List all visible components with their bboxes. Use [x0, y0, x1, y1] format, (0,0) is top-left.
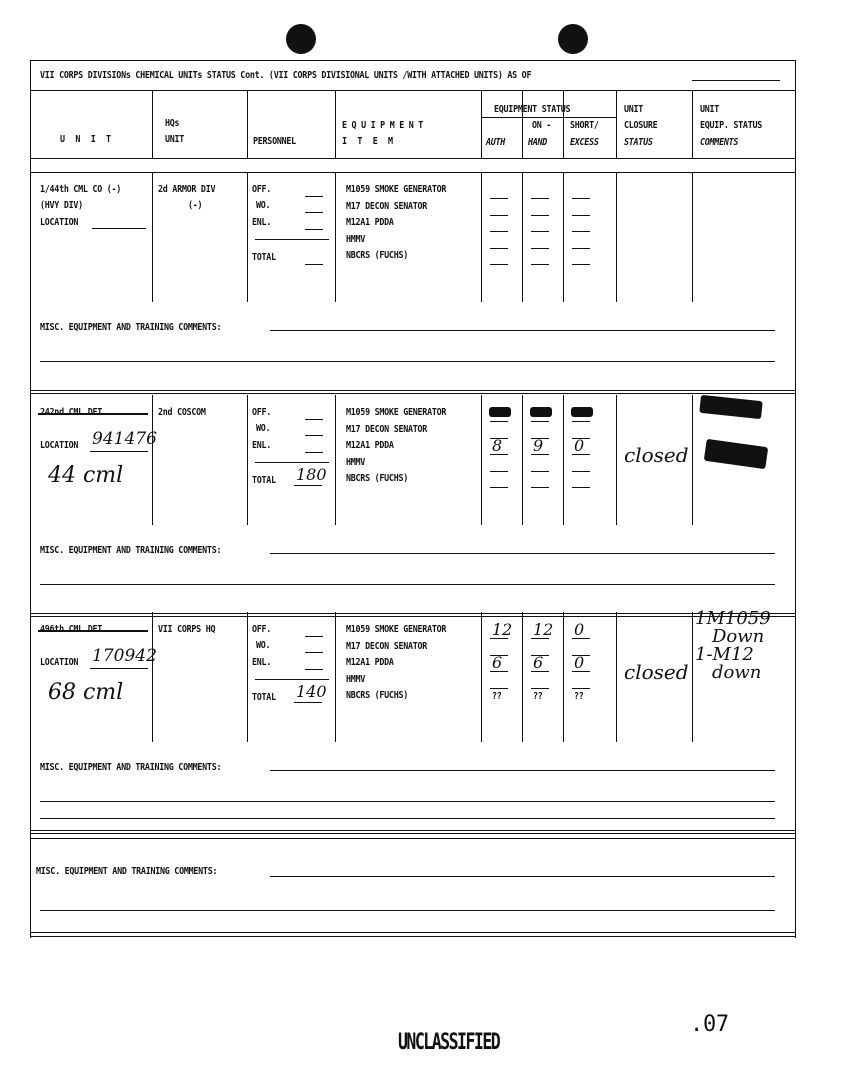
- closure-status: closed: [624, 660, 689, 684]
- auth-value: ??: [492, 691, 502, 702]
- value-line: [490, 198, 508, 199]
- value-line: [531, 264, 549, 265]
- value-line: [572, 454, 590, 455]
- equipment-item: M1059 SMOKE GENERATOR: [346, 624, 447, 635]
- equipment-item: HMMV: [346, 233, 366, 245]
- equip-status-comment: 1-M12: [695, 644, 754, 665]
- column-line: [335, 395, 336, 525]
- value-line: [490, 671, 508, 672]
- short-value: 0: [574, 436, 585, 455]
- column-line: [335, 90, 336, 158]
- column-line: [563, 395, 564, 525]
- personnel-blank: [305, 652, 323, 653]
- column-line: [522, 172, 523, 302]
- misc-comments-line: [270, 876, 775, 877]
- auth-value: 8: [492, 436, 503, 455]
- form-border-right: [795, 60, 796, 938]
- misc-comments-line: [40, 361, 775, 362]
- column-line: [481, 395, 482, 525]
- section-divider: [30, 393, 796, 394]
- form-border-bottom: [30, 932, 796, 933]
- equip-status-comment: 1M1059: [695, 608, 771, 629]
- header-equip-status: EQUIP. STATUS: [700, 120, 763, 131]
- column-line: [563, 172, 564, 302]
- handwritten-unit: 68 cml: [48, 680, 124, 705]
- column-line: [616, 90, 617, 158]
- header-unit-equip: UNIT: [700, 104, 720, 115]
- location-value: 941476: [92, 429, 157, 449]
- column-line: [481, 90, 482, 158]
- onhand-value: ??: [533, 691, 543, 702]
- rule-line: [90, 668, 148, 669]
- column-line: [692, 612, 693, 742]
- scribbled-comment: [699, 395, 763, 419]
- column-line: [247, 395, 248, 525]
- misc-comments-line: [40, 910, 775, 911]
- section-divider: [30, 613, 796, 614]
- misc-comments-line: [40, 801, 775, 802]
- unit-name: 242nd CML DET: [40, 407, 103, 418]
- value-line: [490, 471, 508, 472]
- location-label: LOCATION: [40, 217, 79, 228]
- value-line: [572, 264, 590, 265]
- equip-status-comment: Down: [712, 626, 765, 647]
- value-line: [572, 638, 590, 639]
- misc-comments-line: [40, 584, 775, 585]
- equipment-item: NBCRS (FUCHS): [346, 250, 409, 261]
- value-line: [531, 487, 549, 488]
- location-label: LOCATION: [40, 657, 79, 668]
- section-divider: [30, 830, 796, 831]
- misc-comments-line: [270, 770, 775, 771]
- value-line: [490, 264, 508, 265]
- section-divider: [30, 390, 796, 391]
- equipment-item: M1059 SMOKE GENERATOR: [346, 407, 447, 418]
- header-status: STATUS: [624, 137, 653, 148]
- value-line: [490, 454, 508, 455]
- misc-comments-line: [270, 553, 775, 554]
- total-rule: [255, 679, 329, 680]
- value-line: [490, 688, 508, 689]
- personnel-blank: [305, 435, 323, 436]
- punch-hole: [286, 24, 316, 54]
- header-equipment: E Q U I P M E N T: [342, 120, 424, 131]
- equipment-item: NBCRS (FUCHS): [346, 690, 409, 701]
- equipment-item: HMMV: [346, 456, 366, 468]
- header-hqs-unit: UNIT: [165, 134, 185, 145]
- personnel-label: OFF.: [252, 184, 272, 195]
- section-divider: [30, 833, 796, 834]
- column-line: [335, 612, 336, 742]
- column-line: [247, 612, 248, 742]
- personnel-blank: [305, 196, 323, 197]
- rule-line: [294, 485, 322, 486]
- column-line: [152, 172, 153, 302]
- value-line: [572, 671, 590, 672]
- personnel-blank: [305, 212, 323, 213]
- header-on-hand-2: HAND: [528, 137, 548, 148]
- personnel-blank: [305, 669, 323, 670]
- rule-line: [30, 158, 796, 159]
- value-line: [572, 248, 590, 249]
- misc-comments-label: MISC. EQUIPMENT AND TRAINING COMMENTS:: [36, 866, 218, 877]
- value-line: [572, 198, 590, 199]
- column-line: [616, 395, 617, 525]
- personnel-blank: [305, 452, 323, 453]
- column-line: [152, 612, 153, 742]
- value-line: [531, 638, 549, 639]
- form-border-top: [30, 60, 796, 61]
- column-line: [692, 172, 693, 302]
- form-border-bottom: [30, 936, 796, 937]
- header-hqs: HQs: [165, 118, 180, 129]
- equipment-item: M17 DECON SENATOR: [346, 200, 428, 212]
- misc-comments-label: MISC. EQUIPMENT AND TRAINING COMMENTS:: [40, 762, 222, 773]
- location-blank: [92, 228, 146, 229]
- page-number: .07: [690, 1012, 729, 1037]
- value-line: [490, 487, 508, 488]
- personnel-label: WO.: [256, 423, 271, 434]
- short-value: ??: [574, 691, 584, 702]
- column-line: [522, 118, 523, 158]
- header-personnel: PERSONNEL: [253, 136, 296, 147]
- hq-unit: 2nd COSCOM: [158, 407, 206, 418]
- column-line: [481, 172, 482, 302]
- column-line: [152, 90, 153, 158]
- equipment-item: M17 DECON SENATOR: [346, 640, 428, 652]
- column-line: [616, 612, 617, 742]
- header-auth: AUTH: [486, 137, 506, 148]
- equipment-item: NBCRS (FUCHS): [346, 473, 409, 484]
- personnel-label: TOTAL: [252, 252, 276, 263]
- punch-hole: [558, 24, 588, 54]
- personnel-label: ENL.: [252, 440, 272, 451]
- classification-stamp: UNCLASSIFIED: [398, 1030, 500, 1055]
- equipment-item: M12A1 PDDA: [346, 440, 394, 451]
- personnel-blank: [305, 419, 323, 420]
- unit-name: 1/44th CML CO (-): [40, 184, 122, 195]
- scribbled-value: [571, 407, 593, 417]
- equip-status-comment: down: [712, 662, 762, 683]
- value-line: [572, 421, 590, 422]
- equipment-item: M12A1 PDDA: [346, 217, 394, 228]
- value-line: [490, 215, 508, 216]
- value-line: [572, 487, 590, 488]
- personnel-blank: [305, 229, 323, 230]
- column-line: [522, 395, 523, 525]
- value-line: [572, 231, 590, 232]
- form-border-left: [30, 60, 31, 938]
- value-line: [531, 248, 549, 249]
- unit-name: 496th CML DET: [40, 624, 103, 635]
- header-unit: U N I T: [60, 134, 114, 145]
- short-value: 0: [574, 620, 585, 639]
- personnel-blank: [305, 636, 323, 637]
- total-blank: [305, 264, 323, 265]
- hq-unit-2: (-): [188, 200, 203, 211]
- value-line: [572, 471, 590, 472]
- column-line: [692, 90, 693, 158]
- scribbled-comment: [704, 439, 768, 469]
- rule-line: [294, 702, 322, 703]
- value-line: [531, 671, 549, 672]
- header-excess: EXCESS: [570, 137, 599, 148]
- column-line: [335, 172, 336, 302]
- column-line: [481, 612, 482, 742]
- column-line: [692, 395, 693, 525]
- personnel-label: TOTAL: [252, 692, 276, 703]
- value-line: [531, 231, 549, 232]
- column-line: [563, 118, 564, 158]
- personnel-label: TOTAL: [252, 475, 276, 486]
- strikethrough: [38, 413, 148, 415]
- form-title: VII CORPS DIVISIONs CHEMICAL UNITs STATUS Cont. (VII CORPS DIVISIONAL UNITS /WITH ATTACHED UNITS) AS OF: [40, 70, 532, 81]
- personnel-total: 180: [296, 465, 327, 484]
- header-comments: COMMENTS: [700, 137, 739, 148]
- value-line: [531, 688, 549, 689]
- hq-unit: 2d ARMOR DIV: [158, 184, 216, 195]
- value-line: [531, 454, 549, 455]
- personnel-label: WO.: [256, 200, 271, 211]
- header-on-hand: ON -: [532, 120, 552, 131]
- auth-value: 12: [492, 620, 513, 639]
- total-rule: [255, 239, 329, 240]
- personnel-label: ENL.: [252, 657, 272, 668]
- scribbled-value: [489, 407, 511, 417]
- rule-line: [90, 451, 148, 452]
- header-unit-closure: UNIT: [624, 104, 644, 115]
- equipment-item: M17 DECON SENATOR: [346, 423, 428, 435]
- value-line: [490, 248, 508, 249]
- misc-comments-label: MISC. EQUIPMENT AND TRAINING COMMENTS:: [40, 322, 222, 333]
- value-line: [572, 688, 590, 689]
- header-item: I T E M: [342, 136, 396, 147]
- section-divider: [30, 616, 796, 617]
- auth-value: 6: [492, 653, 503, 672]
- location-value: 170942: [92, 646, 157, 666]
- misc-comments-line: [40, 818, 775, 819]
- value-line: [531, 198, 549, 199]
- onhand-value: 12: [533, 620, 554, 639]
- value-line: [572, 215, 590, 216]
- header-closure: CLOSURE: [624, 120, 658, 131]
- column-line: [247, 90, 248, 158]
- value-line: [490, 421, 508, 422]
- personnel-label: WO.: [256, 640, 271, 651]
- personnel-total: 140: [296, 682, 327, 701]
- value-line: [531, 471, 549, 472]
- value-line: [490, 638, 508, 639]
- equipment-item: HMMV: [346, 673, 366, 685]
- column-line: [616, 172, 617, 302]
- header-equipment-status: EQUIPMENT STATUS: [494, 104, 571, 115]
- rule-line: [481, 117, 616, 118]
- strikethrough: [38, 630, 148, 632]
- column-line: [522, 612, 523, 742]
- as-of-date-line: [692, 80, 780, 81]
- column-line: [152, 395, 153, 525]
- header-short: SHORT/: [570, 120, 599, 131]
- equipment-item: M1059 SMOKE GENERATOR: [346, 184, 447, 195]
- rule-line: [30, 172, 796, 173]
- misc-comments-line: [270, 330, 775, 331]
- scribbled-value: [530, 407, 552, 417]
- short-value: 0: [574, 653, 585, 672]
- equipment-item: M12A1 PDDA: [346, 657, 394, 668]
- total-rule: [255, 462, 329, 463]
- onhand-value: 6: [533, 653, 544, 672]
- value-line: [490, 231, 508, 232]
- section-divider: [30, 838, 796, 839]
- location-label: LOCATION: [40, 440, 79, 451]
- rule-line: [30, 90, 796, 91]
- value-line: [531, 215, 549, 216]
- closure-status: closed: [624, 443, 689, 467]
- misc-comments-label: MISC. EQUIPMENT AND TRAINING COMMENTS:: [40, 545, 222, 556]
- column-line: [247, 172, 248, 302]
- unit-type: (HVY DIV): [40, 200, 83, 211]
- personnel-label: OFF.: [252, 624, 272, 635]
- value-line: [531, 421, 549, 422]
- column-line: [563, 612, 564, 742]
- hq-unit: VII CORPS HQ: [158, 624, 216, 635]
- onhand-value: 9: [533, 436, 544, 455]
- handwritten-unit: 44 cml: [48, 463, 124, 488]
- personnel-label: OFF.: [252, 407, 272, 418]
- personnel-label: ENL.: [252, 217, 272, 228]
